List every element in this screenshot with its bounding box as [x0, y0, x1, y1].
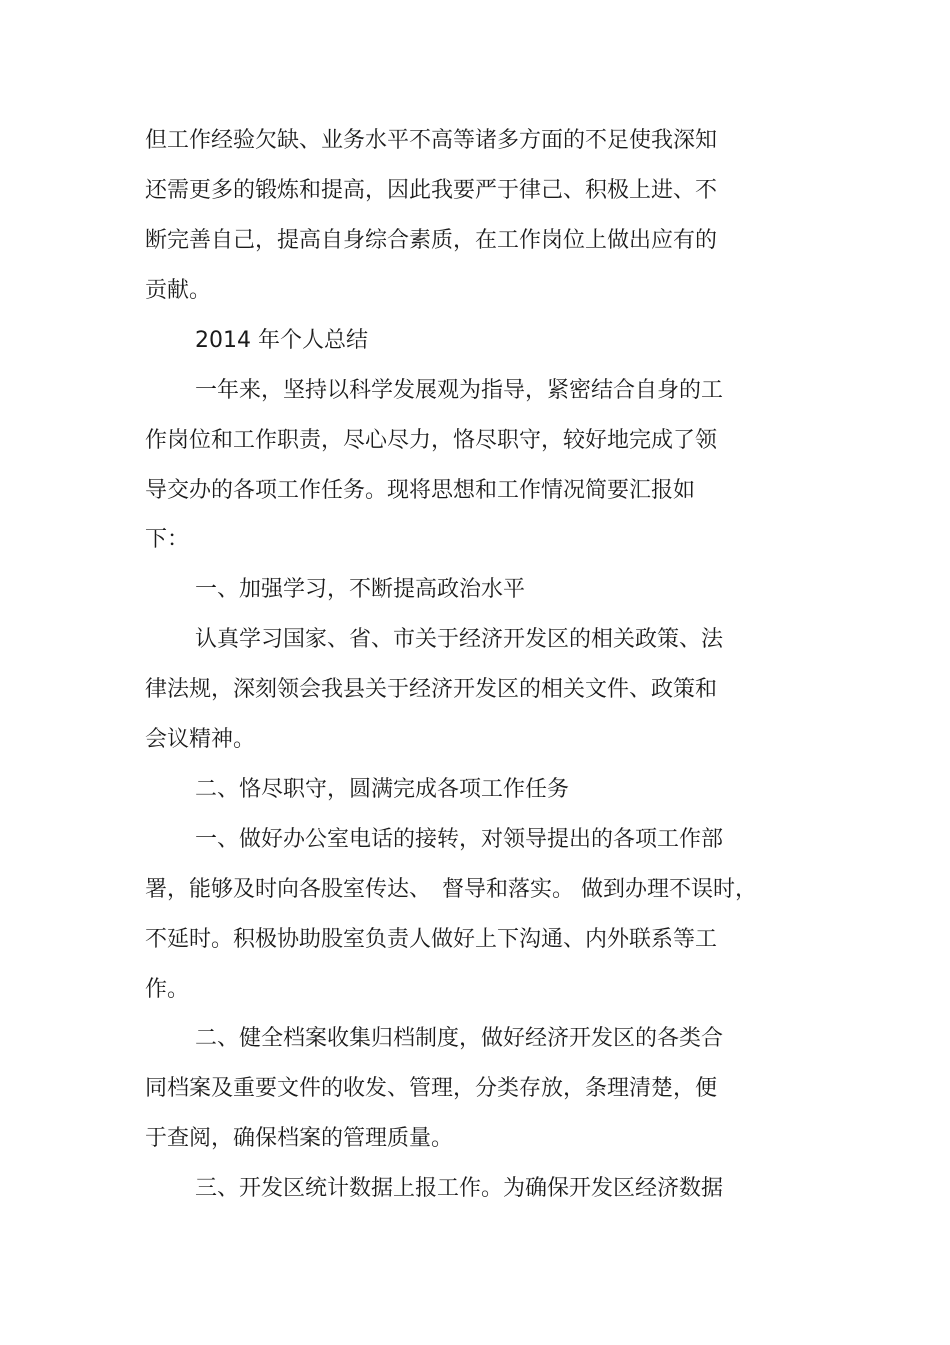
text-line: 二、健全档案收集归档制度，做好经济开发区的各类合 — [195, 1026, 724, 1051]
text-line: 下： — [145, 527, 190, 552]
text-line: 导交办的各项工作任务。现将思想和工作情况简要汇报如 — [145, 478, 696, 503]
text-line: 一、做好办公室电话的接转，对领导提出的各项工作部 — [195, 827, 724, 852]
text-line: 但工作经验欠缺、业务水平不高等诸多方面的不足使我深知 — [145, 128, 718, 153]
text-line: 作岗位和工作职责，尽心尽力，恪尽职守，较好地完成了领 — [145, 428, 718, 453]
section-heading: 2014 年个人总结 — [195, 328, 368, 353]
text-line: 署，能够及时向各股室传达、 督导和落实。 做到办理不误时， — [145, 877, 757, 902]
text-line: 三、开发区统计数据上报工作。为确保开发区经济数据 — [195, 1176, 724, 1201]
section-heading: 二、恪尽职守，圆满完成各项工作任务 — [195, 777, 570, 802]
text-line: 律法规，深刻领会我县关于经济开发区的相关文件、政策和 — [145, 677, 718, 702]
text-line: 断完善自己，提高自身综合素质，在工作岗位上做出应有的 — [145, 228, 718, 253]
text-line: 于查阅，确保档案的管理质量。 — [145, 1126, 454, 1151]
section-heading: 一、加强学习，不断提高政治水平 — [195, 577, 526, 602]
text-line: 贡献。 — [145, 278, 212, 303]
text-line: 一年来，坚持以科学发展观为指导，紧密结合自身的工 — [195, 378, 724, 403]
text-line: 认真学习国家、省、市关于经济开发区的相关政策、法 — [195, 627, 724, 652]
text-line: 同档案及重要文件的收发、管理，分类存放，条理清楚，便 — [145, 1076, 718, 1101]
text-line: 还需更多的锻炼和提高，因此我要严于律己、积极上进、不 — [145, 178, 718, 203]
text-line: 作。 — [145, 977, 190, 1002]
text-line: 不延时。积极协助股室负责人做好上下沟通、内外联系等工 — [145, 927, 718, 952]
text-line: 会议精神。 — [145, 727, 256, 752]
